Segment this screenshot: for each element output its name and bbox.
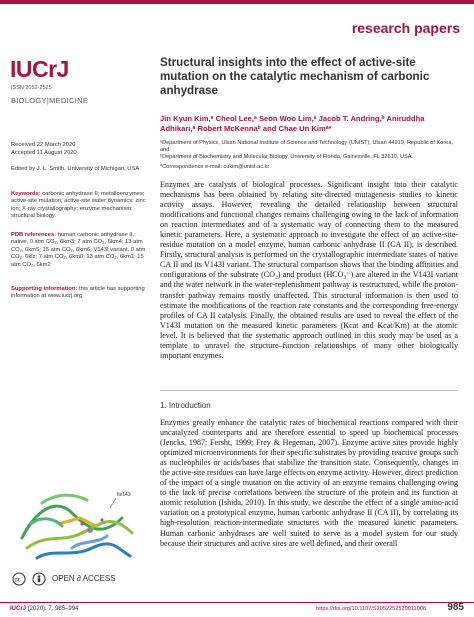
support-link[interactable]: this article has supporting information at www.iucrj.org <box>11 286 145 300</box>
support-block <box>11 286 149 301</box>
affiliations <box>160 140 460 171</box>
protein-structure-figure <box>12 478 146 570</box>
intro-text: Enzymes greatly enhance the catalytic rates of biochemical reactions compared with their uncatalyzed counterparts and are therefore essential to speed up biochemical processes (Jencks, 1987; Fersht, 1999; Frey & Hegeman, 2007). Enzyme active sites provide highly optimized microenvironments for their specific substrates by providing reactive groups such as nucleophiles or acids/bases that stabilize the transition state. Consequently, changes in the active-site residues can have large effects on enzyme activity. However, direct prediction of the impact of a single mutation on the activity of an enzyme remains challenging owing to the lack of precise correlations between the structure of the protein and its function at atomic resolution (Ishida, 2010). In this study, we describe the effect of a single amino-acid variation on a prototypical enzyme, human carbonic anhydrase II (CA II), by correlating its high-resolution reaction-intermediate structures with the measured kinetic parameters. Human carbonic anhydrases are well suited to serve as a model system for our study because their structures and active sites are well defined, and their overall <box>160 418 458 548</box>
open-access-label: OPEN ∂ ACCESS <box>52 574 116 583</box>
keywords-label: Keywords: <box>11 191 41 197</box>
affiliation-a: ᵃDepartment of Physics, Ulsan National Institute of Science and Technology (UNIST), Ulsan 44919, Republic of Korea, and <box>160 140 454 154</box>
journal-logo: IUCrJ <box>10 56 69 82</box>
by-license-icon <box>32 572 46 586</box>
correspondence[interactable]: *Correspondence e-mail: cukim@unist.ac.kr <box>160 163 270 170</box>
journal-subject: BIOLOGY|MEDICINE <box>11 96 89 105</box>
doi-link[interactable]: https://doi.org/10.1107/S2052252520011008 <box>316 606 426 612</box>
pdb-label: PDB references: <box>11 232 57 238</box>
pdb-block <box>11 232 149 269</box>
keywords: carbonic anhydrase II; metalloenzymes; active-site mutation; active-site water dynamics; zinc ion; X-ray crystallography; enzyme mechanism; structural biology. <box>11 191 146 220</box>
editor: Edited by J. L. Smith, University of Michigan, USA <box>11 166 140 172</box>
footer-citation <box>10 606 78 612</box>
support-label: Supporting information: <box>11 286 78 292</box>
author-list: Jin Kyun Kim,ᵃ Cheol Lee,ᵃ Seon Woo Lim,ᵃ Jacob T. Andring,ᵇ Aniruddha Adhikari,ᵃ Robert McKennaᵇ and Chae Un Kimᵃ* <box>160 114 425 133</box>
paper-title: Structural insights into the effect of active-site mutation on the catalytic mechanism of carbonic anhydrase <box>160 56 430 97</box>
open-access-badge <box>12 572 146 586</box>
figure-label: Ile143 <box>117 492 131 498</box>
pdb-references: human carbonic anhydrase II, native, 0 atm CO₂, 6km3; 7 atm CO₂, 6km4; 13 atm CO₂, 6km5; 15 atm CO₂, 6km6; V143I variant, 0 atm CO₂, 6klz; 7 atm CO₂, 6km0; 13 atm CO₂, 6km1; 15 atm CO₂, 6km2 <box>11 232 146 268</box>
affiliation-b: ᵇDepartment of Biochemistry and Molecular Biology, University of Florida, Gainesville, FL 32610, USA. <box>160 154 414 161</box>
page-number: 985 <box>447 602 464 613</box>
intro-heading: 1. Introduction <box>160 401 211 410</box>
footer-volume: (2020). 7, 985–994 <box>27 606 79 612</box>
cc-license-icon <box>12 572 26 586</box>
svg-text:cc: cc <box>14 577 21 584</box>
divider <box>160 390 458 391</box>
accepted-date: Accepted 11 August 2020 <box>11 150 77 156</box>
received-date: Received 22 March 2020 <box>11 142 76 148</box>
issn: ISSN 2052-2525 <box>11 85 52 91</box>
abstract: Enzymes are catalysts of biological processes. Significant insight into their catalytic mechanisms has been obtained by relating site-directed mutagenesis studies to kinetic activity assays. However, revealing the detailed relationship between structural modifications and functional changes remains challenging owing to the lack of information on reaction intermediates and of a systematic way of connecting them to the measured kinetic parameters. Here, a systematic approach to investigate the effect of an active-site-residue mutation on a model enzyme, human carbonic anhydrase II (CA II), is described. Firstly, structural analysis is performed on the crystallographic intermediate states of native CA II and its V143I variant. The structural comparison shows that the binding affinities and configurations of the substrate (CO₂) and product (HCO₃⁻) are altered in the V143I variant and the water network in the water-replenishment pathway is restructured, while the proton-transfer pathway remains mostly unaffected. This structural information is then used to estimate the modifications of the reaction rate constants and the corresponding free-energy profiles of CA II catalysis. Finally, the obtained results are used to reveal the effect of the V143I mutation on the measured kinetic parameters (Kcat and Kcat/Km) at the atomic level. It is believed that the systematic approach outlined in this study may be used as a template to unravel the structure–function relationships of many other biologically important enzymes. <box>160 180 458 360</box>
footer-rule <box>0 602 474 603</box>
section-title: research papers <box>351 20 460 36</box>
zinc-ion-icon <box>87 527 93 533</box>
footer-journal: IUCrJ <box>10 606 27 612</box>
keywords-block <box>11 191 149 221</box>
header-rule <box>0 0 474 4</box>
